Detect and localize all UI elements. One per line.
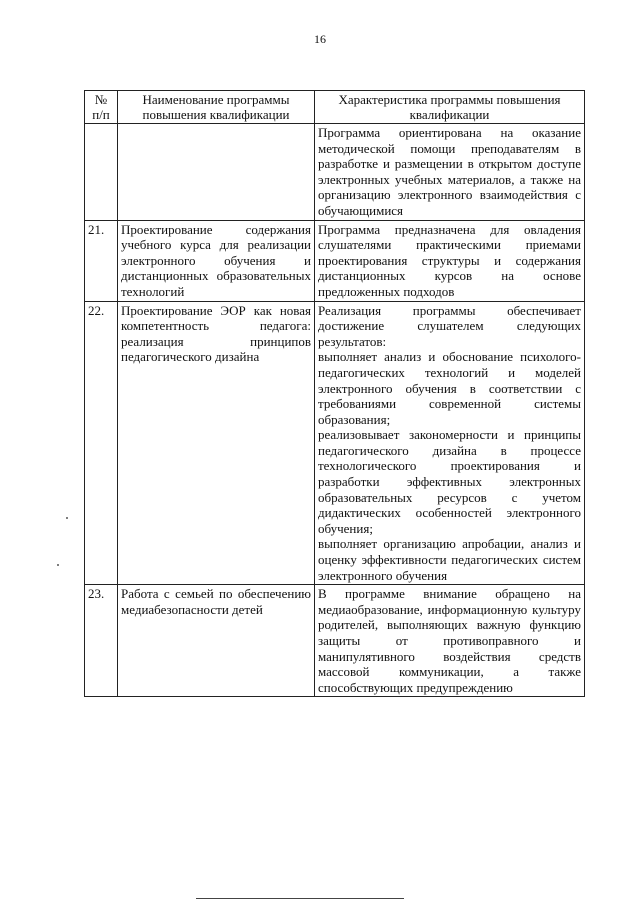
row-desc [315, 301, 585, 585]
row-desc-paragraph: Программа ориентирована на оказание методической помощи преподавателям в разработке и размещении в открытом доступе электронных учебных материалов, а также на организацию электронного взаимодействия с обучающимися [318, 125, 581, 218]
row-desc [315, 220, 585, 301]
table-row [85, 124, 585, 221]
table-row [85, 220, 585, 301]
scan-speck [66, 517, 68, 519]
page-number: 16 [314, 32, 326, 46]
programs-table [84, 90, 585, 697]
scan-speck [57, 564, 59, 566]
row-desc [315, 124, 585, 221]
header-num: № п/п [85, 91, 118, 124]
row-desc-paragraph: выполняет анализ и обоснование психолого-педагогических технологий и моделей электронного обучения в соответствии с требованиями современной системы образования; [318, 349, 581, 427]
row-desc-paragraph: В программе внимание обращено на медиаобразование, информационную культуру родителей, выполняющих важную функцию защиты от противоправного и манипулятивного воздействия средств массовой коммуникации, а также способствующих предупреждению [318, 586, 581, 695]
row-name [118, 124, 315, 221]
table-row [85, 301, 585, 585]
row-desc-paragraph: реализовывает закономерности и принципы педагогического дизайна в процессе технологического проектирования и разработки эффективных электронных образовательных ресурсов с учетом дидактических особенностей электронного обучения; [318, 427, 581, 536]
row-name: Работа с семьей по обеспечению медиабезопасности детей [118, 585, 315, 697]
header-name: Наименование программы повышения квалификации [118, 91, 315, 124]
table-row [85, 585, 585, 697]
row-desc [315, 585, 585, 697]
row-name: Проектирование ЭОР как новая компетентность педагога: реализация принципов педагогического дизайна [118, 301, 315, 585]
row-desc-paragraph: Реализация программы обеспечивает достижение слушателем следующих результатов: [318, 302, 581, 349]
row-num: 21. [85, 220, 118, 301]
row-name: Проектирование содержания учебного курса для реализации электронного обучения и дистанционных образовательных технологий [118, 220, 315, 301]
header-desc: Характеристика программы повышения квалификации [315, 91, 585, 124]
row-num: 23. [85, 585, 118, 697]
row-desc-paragraph: выполняет организацию апробации, анализ и оценку эффективности педагогических систем электронного обучения [318, 536, 581, 583]
row-num: 22. [85, 301, 118, 585]
footer-rule [196, 898, 404, 899]
row-desc-paragraph: Программа предназначена для овладения слушателями практическими приемами проектирования структуры и содержания дистанционных курсов на основе предложенных подходов [318, 221, 581, 299]
table-header-row [85, 91, 585, 124]
row-num [85, 124, 118, 221]
